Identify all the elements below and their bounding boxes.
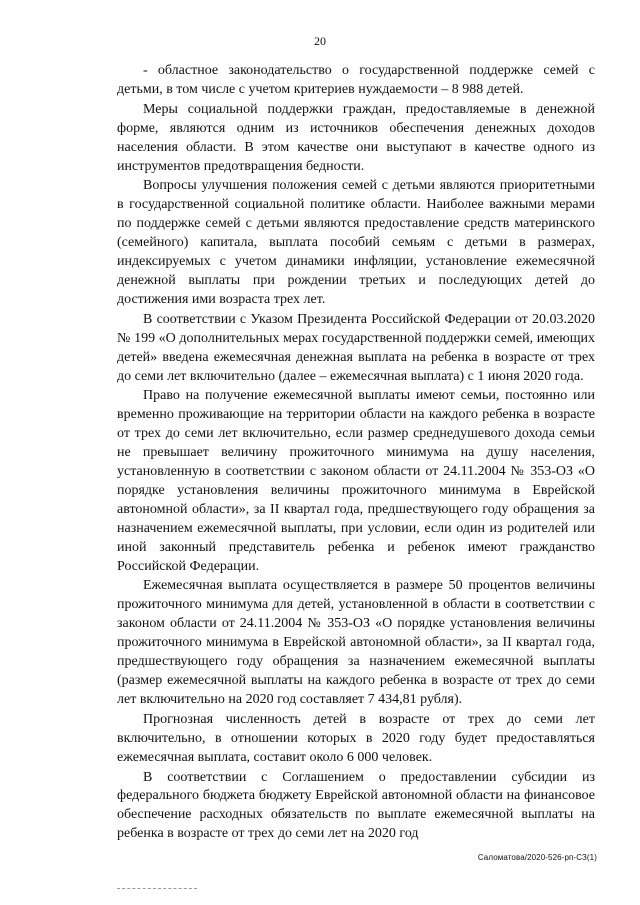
footer-divider bbox=[117, 888, 197, 889]
paragraph-5: Право на получение ежемесячной выплаты имеют семьи, постоянно или временно проживающие на территории области на каждого ребенка в возрасте от трех до семи лет включительно, если размер среднедушевого дохода семьи не превышает величину прожиточного минимума на душу населения, установленную в соответствии с законом области от 24.11.2004 № 353-ОЗ «О порядке установления величины прожиточного минимума в Еврейской автономной области», за II квартал года, предшествующего году обращения за назначением ежемесячной выплаты, при условии, если один из родителей или иной законный представитель ребенка и ребенок имеют гражданство Российской Федерации. bbox=[117, 388, 595, 574]
page-number: 20 bbox=[314, 34, 326, 48]
paragraph-7: Прогнозная численность детей в возрасте от трех до семи лет включительно, в отношении которых в 2020 году будет предоставляться ежемесячная выплата, составит около 6 000 человек. bbox=[117, 711, 595, 765]
document-body bbox=[117, 62, 595, 844]
document-code: Саломатова/2020-526-рп-СЗ(1) bbox=[477, 853, 597, 862]
paragraph-1: - областное законодательство о государственной поддержке семей с детьми, в том числе с учетом критериев нуждаемости – 8 988 детей. bbox=[117, 63, 595, 97]
paragraph-4: В соответствии с Указом Президента Российской Федерации от 20.03.2020 № 199 «О дополнительных мерах государственной поддержки семей, имеющих детей» введена ежемесячная денежная выплата на ребенка в возрасте от трех до семи лет включительно (далее – ежемесячная выплата) с 1 июня 2020 года. bbox=[117, 311, 595, 384]
paragraph-8: В соответствии с Соглашением о предоставлении субсидии из федерального бюджета бюджету Еврейской автономной области на финансовое обеспечение расходных обязательств по выплате ежемесячной выплаты на ребенка в возрасте от трех до семи лет на 2020 год bbox=[117, 769, 595, 842]
paragraph-3: Вопросы улучшения положения семей с детьми являются приоритетными в государственной социальной политике области. Наиболее важными мерами по поддержке семей с детьми являются предоставление средств материнского (семейного) капитала, выплата пособий семьям с детьми в размерах, индексируемых с учетом динамики инфляции, установление ежемесячной денежной выплаты при рождении третьих и последующих детей до достижения ими возраста трех лет. bbox=[117, 178, 595, 307]
paragraph-2: Меры социальной поддержки граждан, предоставляемые в денежной форме, являются одним из источников обеспечения денежных доходов населения области. В этом качестве они выступают в качестве одного из инструментов предотвращения бедности. bbox=[117, 101, 595, 174]
paragraph-6: Ежемесячная выплата осуществляется в размере 50 процентов величины прожиточного минимума для детей, установленной в области в соответствии с законом области от 24.11.2004 № 353-ОЗ «О порядке установления величины прожиточного минимума в Еврейской автономной области», за II квартал года, предшествующего году обращения за назначением ежемесячной выплаты (размер ежемесячной выплаты на каждого ребенка в возрасте от трех до семи лет включительно на 2020 год составляет 7 434,81 рубля). bbox=[117, 578, 595, 707]
